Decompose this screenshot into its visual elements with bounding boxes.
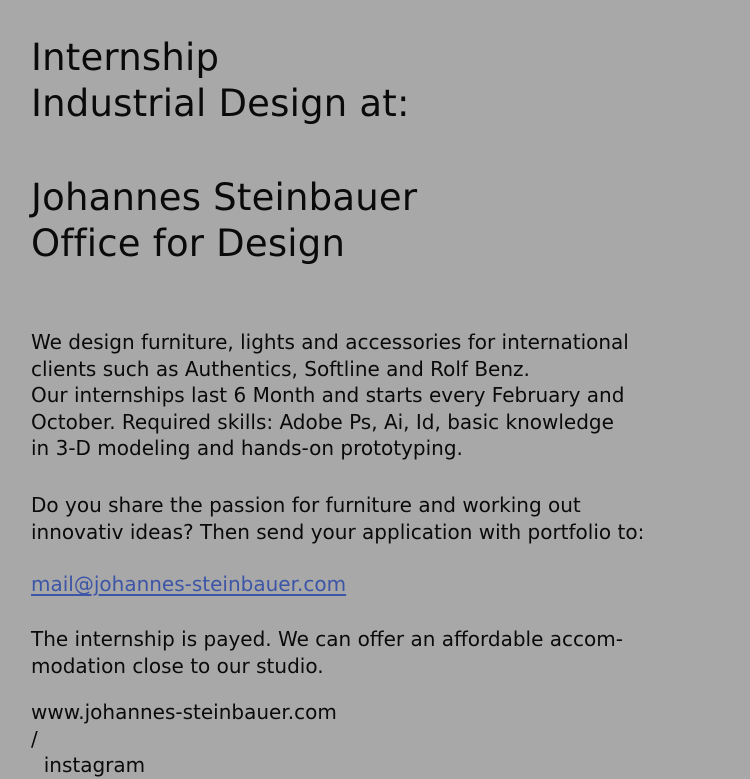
heading-line-office: Office for Design [31,222,346,265]
intro-line: in 3-D modeling and hands-on prototyping. [31,436,463,460]
footer [31,699,350,779]
email-paragraph [31,571,346,598]
apply-paragraph [31,492,644,545]
intro-line: Our internships last 6 Month and starts every February and [31,383,625,407]
footer-separator: / [31,726,38,751]
email-link[interactable]: mail@johannes-steinbauer.com [31,572,347,596]
heading-line-internship: Internship [31,36,220,79]
instagram-link[interactable]: instagram [43,753,146,777]
heading-line-name: Johannes Steinbauer [31,176,418,219]
document-page [31,0,731,777]
office-heading [31,175,417,267]
paid-paragraph [31,626,623,679]
intro-line: clients such as Authentics, Softline and Rolf Benz. [31,356,530,381]
apply-line: Do you share the passion for furniture and working out [31,493,581,517]
internship-heading [31,35,410,127]
website-link[interactable]: www.johannes-steinbauer.com [31,700,337,724]
apply-line: innovativ ideas? Then send your application with portfolio to: [31,519,645,544]
intro-paragraph [31,329,629,462]
intro-line: We design furniture, lights and accessories for international [31,330,629,354]
paid-line: The internship is payed. We can offer an affordable accom- [31,627,623,651]
heading-line-industrial-design: Industrial Design at: [31,82,410,125]
intro-line: October. Required skills: Adobe Ps, Ai, Id, basic knowledge [31,409,614,434]
paid-line: modation close to our studio. [31,653,324,678]
